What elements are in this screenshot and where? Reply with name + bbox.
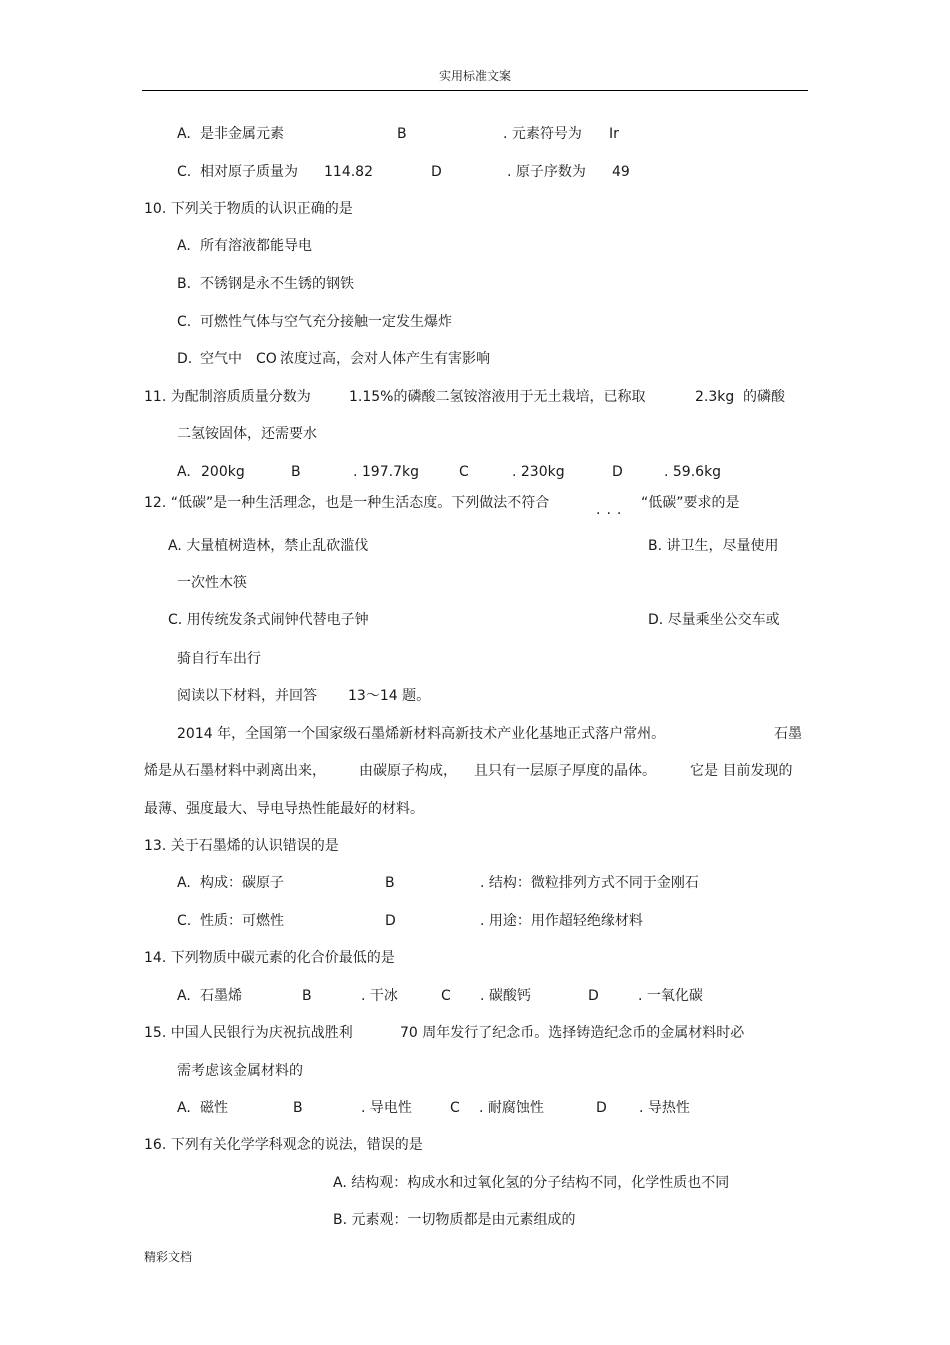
q15-option-c-label: C xyxy=(450,1100,460,1116)
q14-option-b-label: B xyxy=(302,988,312,1004)
q11-option-d-label: D xyxy=(612,464,623,480)
q12-option-a: A. 大量植树造林，禁止乱砍滥伐 xyxy=(168,538,369,554)
q9-option-d-value: 49 xyxy=(612,164,630,180)
q10-option-a-text: 所有溶液都能导电 xyxy=(200,238,312,254)
q11-stem-line2: 二氢铵固体，还需要水 xyxy=(177,426,317,442)
passage-line2-d: 它是 目前发现的 xyxy=(690,763,793,779)
passage-line2-a: 烯是从石墨材料中剥离出来， xyxy=(144,763,326,779)
q11-option-b-value: . 197.7kg xyxy=(353,464,419,480)
q10-option-c-label: C. xyxy=(177,314,192,330)
q16-option-b: B. 元素观：一切物质都是由元素组成的 xyxy=(333,1212,576,1228)
q15-stem-line2: 需考虑该金属材料的 xyxy=(177,1063,303,1079)
q10-option-d-text-cont: 浓度过高，会对人体产生有害影响 xyxy=(280,351,490,367)
q14-stem: 14. 下列物质中碳元素的化合价最低的是 xyxy=(144,950,395,966)
q10-stem: 10. 下列关于物质的认识正确的是 xyxy=(144,201,353,217)
q10-option-d-text: 空气中 xyxy=(200,351,242,367)
q11-stem-end: 的磷酸 xyxy=(743,389,785,405)
passage-intro-range: 13～14 题。 xyxy=(348,688,431,704)
q13-option-a-text: 构成：碳原子 xyxy=(200,875,284,891)
q16-stem: 16. 下列有关化学学科观念的说法，错误的是 xyxy=(144,1137,423,1153)
q11-option-c-label: C xyxy=(459,464,469,480)
page-footer: 精彩文档 xyxy=(144,1250,193,1264)
q11-option-b-label: B xyxy=(291,464,301,480)
q14-option-a-text: 石墨烯 xyxy=(200,988,242,1004)
q10-option-c-text: 可燃性气体与空气充分接触一定发生爆炸 xyxy=(200,314,452,330)
q11-stem-start: 11. 为配制溶质质量分数为 xyxy=(144,389,311,405)
q9-option-d-text: . 原子序数为 xyxy=(507,164,586,180)
q14-option-c-text: . 碳酸钙 xyxy=(480,988,531,1004)
q11-stem-mass: 2.3kg xyxy=(695,389,735,405)
passage-line2-b: 由碳原子构成， xyxy=(359,763,457,779)
q15-option-b-text: . 导电性 xyxy=(361,1100,412,1116)
q13-option-b-text: . 结构：微粒排列方式不同于金刚石 xyxy=(480,875,699,891)
q12-option-b-cont: 一次性木筷 xyxy=(177,575,247,591)
q9-option-c-label: C. xyxy=(177,164,192,180)
q16-option-a: A. 结构观：构成水和过氧化氢的分子结构不同，化学性质也不同 xyxy=(333,1175,730,1191)
q13-option-d-text: . 用途：用作超轻绝缘材料 xyxy=(480,913,643,929)
q15-option-d-text: . 导热性 xyxy=(639,1100,690,1116)
q11-stem-percent: 1.15%的磷酸二氢铵溶液用于无土栽培，已称取 xyxy=(349,389,646,405)
q11-option-c-value: . 230kg xyxy=(512,464,565,480)
q15-stem-end: 70 周年发行了纪念币。选择铸造纪念币的金属材料时必 xyxy=(400,1025,745,1041)
q12-stem-start: 12. “低碳”是一种生活理念，也是一种生活态度。下列做法不符合 xyxy=(144,495,550,511)
q9-option-a-text: 是非金属元素 xyxy=(200,126,284,142)
q15-option-a-text: 磁性 xyxy=(200,1100,228,1116)
q12-emphasis-dots: ... xyxy=(596,502,628,518)
q10-option-b-label: B. xyxy=(177,276,192,292)
q11-option-a-label: A. xyxy=(177,464,191,480)
q9-option-a-label: A. xyxy=(177,126,191,142)
passage-line1: 2014 年，全国第一个国家级石墨烯新材料高新技术产业化基地正式落户常州。 xyxy=(177,726,666,742)
q13-stem: 13. 关于石墨烯的认识错误的是 xyxy=(144,838,339,854)
q15-option-b-label: B xyxy=(293,1100,303,1116)
q15-option-d-label: D xyxy=(596,1100,607,1116)
q12-option-c: C. 用传统发条式闹钟代替电子钟 xyxy=(168,612,369,628)
page-header-title: 实用标准文案 xyxy=(438,69,511,83)
q14-option-b-text: . 干冰 xyxy=(361,988,398,1004)
q12-option-d: D. 尽量乘坐公交车或 xyxy=(648,612,780,628)
q14-option-c-label: C xyxy=(441,988,451,1004)
q9-option-b-text: . 元素符号为 xyxy=(503,126,582,142)
q11-option-d-value: . 59.6kg xyxy=(664,464,722,480)
q10-option-d-label: D. xyxy=(177,351,193,367)
q15-option-a-label: A. xyxy=(177,1100,191,1116)
q13-option-b-label: B xyxy=(385,875,395,891)
q10-option-d-co: CO xyxy=(256,351,277,367)
q15-stem-start: 15. 中国人民银行为庆祝抗战胜利 xyxy=(144,1025,353,1041)
passage-line1-end: 石墨 xyxy=(774,726,802,742)
q9-option-d-label: D xyxy=(431,164,442,180)
q13-option-a-label: A. xyxy=(177,875,191,891)
header-divider xyxy=(142,90,808,91)
passage-intro: 阅读以下材料，并回答 xyxy=(177,688,317,704)
q15-option-c-text: . 耐腐蚀性 xyxy=(479,1100,544,1116)
q10-option-a-label: A. xyxy=(177,238,191,254)
q9-option-b-label: B xyxy=(397,126,407,142)
q13-option-c-text: 性质：可燃性 xyxy=(200,913,284,929)
q14-option-a-label: A. xyxy=(177,988,191,1004)
passage-line2-c: 且只有一层原子厚度的晶体。 xyxy=(474,763,656,779)
q11-option-a-value: 200kg xyxy=(201,464,245,480)
q14-option-d-text: . 一氧化碳 xyxy=(638,988,703,1004)
q14-option-d-label: D xyxy=(588,988,599,1004)
passage-line3: 最薄、强度最大、导电导热性能最好的材料。 xyxy=(144,801,424,817)
q9-option-b-value: Ir xyxy=(609,126,619,142)
q10-option-b-text: 不锈钢是永不生锈的钢铁 xyxy=(200,276,354,292)
q13-option-d-label: D xyxy=(385,913,396,929)
q9-option-c-text: 相对原子质量为 xyxy=(200,164,298,180)
q13-option-c-label: C. xyxy=(177,913,192,929)
q12-stem-end: “低碳”要求的是 xyxy=(641,495,740,511)
q12-option-b: B. 讲卫生，尽量使用 xyxy=(648,538,779,554)
q12-option-d-cont: 骑自行车出行 xyxy=(177,651,261,667)
q9-option-c-value: 114.82 xyxy=(324,164,373,180)
